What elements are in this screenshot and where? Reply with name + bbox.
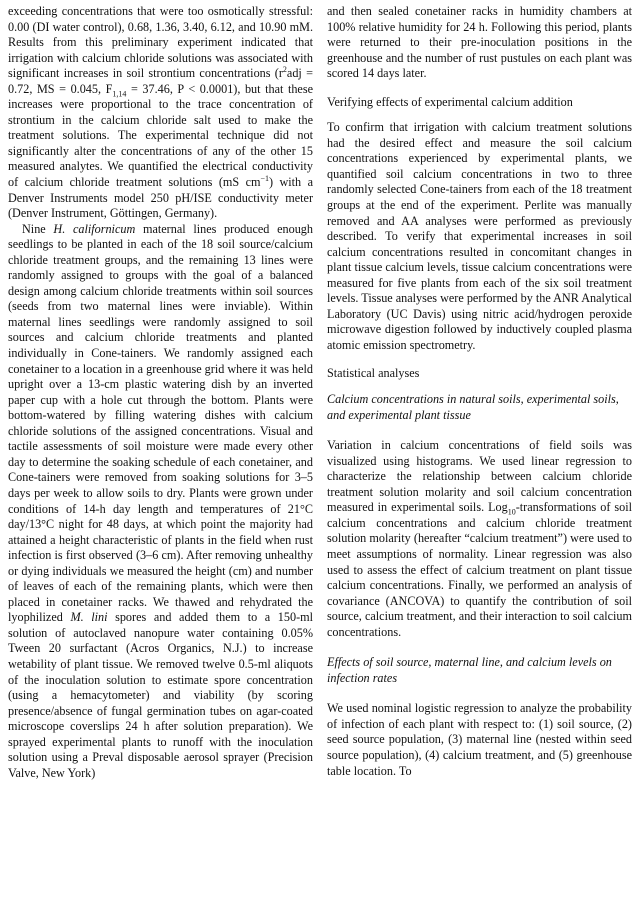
text-run: -transformations of soil calcium concentrations and calcium chloride treatment solution molarity (hereafter “calcium treatment”) were used to meet assumptions of normality. Linear regression was also used to assess the effect of calcium treatment on plant tissue calcium concentrations. Finally, we performed an analysis of covariance (ANCOVA) to quantify the contribution of soil source, calcium treatment, and their interaction to soil calcium concentrations. bbox=[327, 500, 632, 639]
subscript: 1,14 bbox=[112, 89, 127, 99]
text-run: = 37.46, P < 0.0001), but that these increases were proportional to the trace concentration of strontium in the calcium chloride salt used to make the treatment solutions. The experimental technique did not significantly alter the concentrations of any of the other 15 measured analytes. We quantified the electrical conductivity of calcium chloride treatment solutions (mS cm bbox=[8, 81, 313, 190]
left-column bbox=[8, 4, 313, 900]
text-run: ) with a Denver Instruments model 250 pH/ISE conductivity meter (Denver Instrument, Göttingen, Germany). bbox=[8, 175, 313, 221]
superscript: 2 bbox=[282, 65, 287, 75]
subscript: 10 bbox=[507, 507, 516, 517]
section-heading-calcium-addition: Verifying effects of experimental calcium addition bbox=[327, 94, 573, 109]
section-heading-statistical-analyses: Statistical analyses bbox=[327, 366, 420, 381]
right-paragraph-1: and then sealed conetainer racks in humidity chambers at 100% relative humidity for 24 h. Following this period, plants were returned to their pre-inoculation positions in the greenhouse and the number of rust pustules on each plant was scored 14 days later. bbox=[327, 4, 632, 81]
right-column bbox=[327, 4, 632, 900]
text-run: Variation in calcium concentrations of field soils was visualized using histograms. We used linear regression to characterize the relationship between calcium chloride treatment solution molarity and soil calcium concentration measured in experimental soils. Log bbox=[327, 438, 632, 515]
text-run: exceeding concentrations that were too osmotically stressful: 0.00 (DI water control), 0.68, 1.36, 3.40, 6.12, and 10.90 mM. Results from this preliminary experiment indicated that irrigation with calcium chloride solutions was associated with significant increases in soil strontium concentrations (r bbox=[8, 4, 313, 81]
left-paragraph-2 bbox=[8, 222, 313, 782]
text-run: maternal lines produced enough seedlings to be planted in each of the 18 soil source/calcium chloride treatment groups, and the remaining 13 lines were randomly assigned to groups with the goal of a balanced design among calcium chloride treatments within soil sources (seeds from two maternal lines were inviable). Within maternal lines seedlings were randomly assigned to soil sources and calcium chloride treatments and planted individually in Cone-tainers. We randomly assigned each conetainer to a location in a greenhouse grid where it was held upright over a 13-cm plastic watering dish by an inverted paper cup with a hole cut through the bottom. Plants were bottom-watered by filling watering dishes with calcium chloride solutions of the assigned concentrations. Visual and tactile assessments of soil moisture were made every other day to determine the soaking schedule of each conetainer, and Cone-tainers were removed from soaking solutions for 3–5 days per week to allow soils to dry. Plants were grown under conditions of 14-h day length and temperatures of 21°C day/13°C night for 48 days, at which point the majority had attained a height characteristic of plants in the field when rust infection is first observed (3–6 cm). After removing unhealthy or dying individuals we measured the height (cm) and number of leaves of each of the remaining plants, which were then placed in conetainer racks. We thawed and rehydrated the lyophilized bbox=[8, 221, 313, 625]
right-paragraph-3 bbox=[327, 438, 632, 640]
species-name: M. lini bbox=[70, 610, 108, 625]
species-name: H. californicum bbox=[53, 221, 136, 236]
superscript: −1 bbox=[260, 173, 269, 183]
text-run: spores and added them to a 150-ml solution of autoclaved nanopure water containing 0.05% Tween 20 surfactant (Acros Organics, N.J.) to increase wetability of plant tissue. We removed twelve 0.5-ml aliquots of the inoculation solution to estimate spore concentration (using a hemacytometer) and viability (by scoring presence/absence of fungal germination tubes on agar-coated microscope coverslips 24 h after solution preparation). We sprayed experimental plants to runoff with the inoculation solution using a Preval disposable aerosol sprayer (Precision Valve, New York) bbox=[8, 610, 313, 780]
spacer bbox=[327, 640, 632, 655]
text-run: Nine bbox=[22, 221, 54, 236]
subheading-calcium-concentrations: Calcium concentrations in natural soils, experimental soils, and experimental plant tissue bbox=[327, 392, 619, 422]
right-paragraph-2: To confirm that irrigation with calcium treatment solutions had the desired effect and measure the soil calcium concentrations experienced by experimental plants, we quantified soil calcium concentrations in two to three randomly selected Cone-tainers from each of the 18 treatment groups at the end of the experiment. Perlite was manually removed and AA analyses were performed as previously described. To verify that experimental increases in soil calcium concentrations resulted in concomitant changes in plant tissue calcium levels, tissue calcium concentrations were measured for five plants from each of the six soil treatment levels. Tissue analyses were performed by the ANR Analytical Laboratory (UC Davis) using nitric acid/hydrogen peroxide microwave digestion followed by inductively coupled plasma atomic emission spectrometry. bbox=[327, 120, 632, 352]
right-paragraph-4: We used nominal logistic regression to analyze the probability of infection of each plant with respect to: (1) soil source, (2) seed source population, (3) maternal line (nested within seed source population), (4) calcium treatment, and (5) greenhouse table location. To bbox=[327, 701, 632, 778]
text-run: adj = 0.72, MS = 0.045, F bbox=[8, 66, 313, 96]
left-paragraph-1 bbox=[8, 4, 313, 222]
subheading-infection-rates: Effects of soil source, maternal line, and calcium levels on infection rates bbox=[327, 655, 612, 685]
